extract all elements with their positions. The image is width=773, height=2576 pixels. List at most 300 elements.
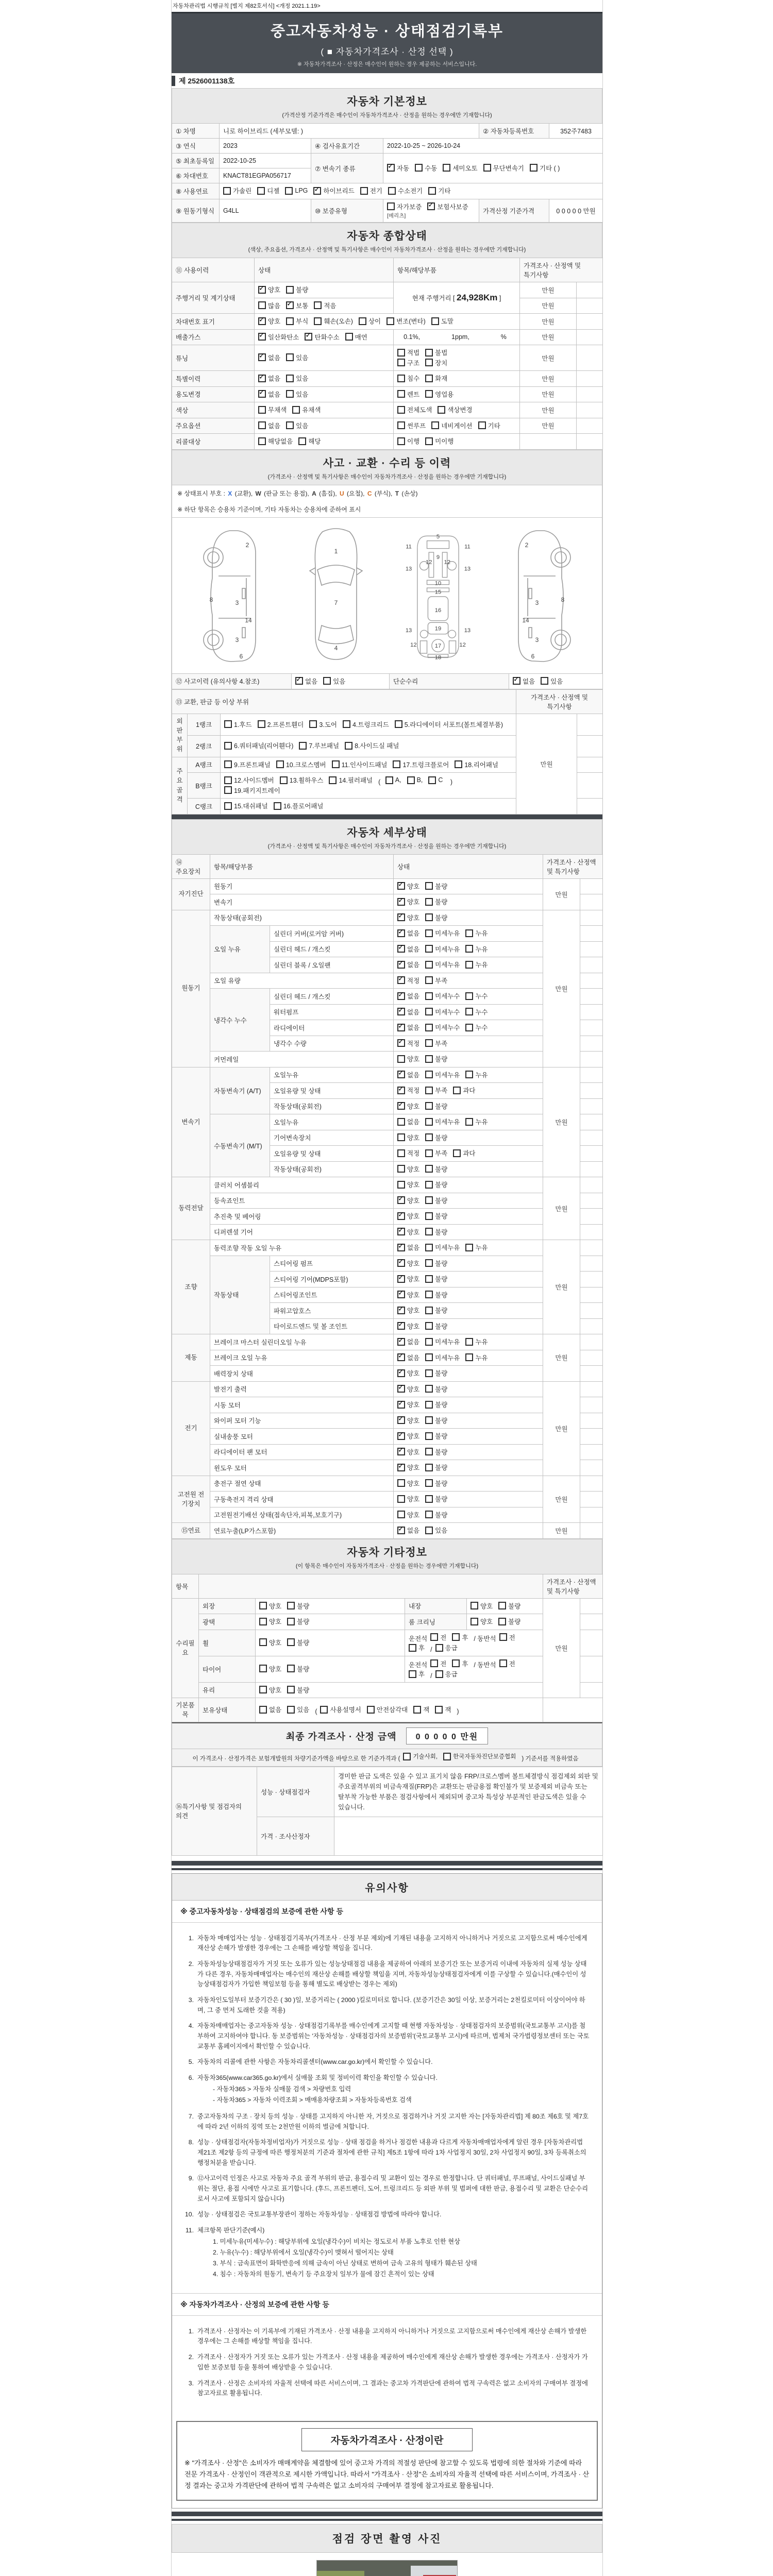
- checkbox-option[interactable]: [397, 1039, 419, 1048]
- checkbox-icon[interactable]: [425, 1055, 433, 1063]
- checkbox-option[interactable]: [397, 348, 419, 357]
- checkbox-icon[interactable]: [286, 375, 294, 382]
- checkbox-icon[interactable]: [388, 187, 396, 195]
- checkbox-icon[interactable]: [409, 1644, 416, 1652]
- checkbox-icon[interactable]: [425, 1087, 433, 1094]
- checkbox-option[interactable]: [397, 976, 419, 985]
- checkbox-option[interactable]: [425, 1337, 460, 1346]
- checkbox-icon[interactable]: [397, 1353, 405, 1361]
- checkbox-icon[interactable]: [397, 406, 405, 414]
- checkbox-icon[interactable]: [425, 437, 433, 445]
- checkbox-icon[interactable]: [425, 1102, 433, 1110]
- checkbox-option[interactable]: [407, 776, 423, 784]
- checkbox-option[interactable]: [483, 163, 524, 173]
- checkbox-option[interactable]: [397, 1274, 419, 1283]
- checkbox-option[interactable]: [257, 186, 279, 195]
- checkbox-option[interactable]: [425, 1211, 447, 1221]
- checkbox-option[interactable]: [332, 760, 388, 769]
- checkbox-icon[interactable]: [431, 421, 439, 429]
- checkbox-option[interactable]: [425, 1023, 460, 1032]
- checkbox-option[interactable]: [465, 1070, 488, 1079]
- checkbox-icon[interactable]: [257, 187, 265, 195]
- checkbox-icon[interactable]: [397, 1149, 405, 1157]
- checkbox-option[interactable]: [287, 1705, 309, 1714]
- checkbox-icon[interactable]: [407, 776, 415, 784]
- checkbox-option[interactable]: [388, 186, 423, 195]
- checkbox-option[interactable]: [224, 786, 280, 795]
- checkbox-icon[interactable]: [320, 1706, 328, 1714]
- checkbox-icon[interactable]: [367, 1706, 375, 1714]
- checkbox-option[interactable]: [258, 421, 280, 430]
- checkbox-option[interactable]: [465, 1023, 488, 1032]
- checkbox-option[interactable]: [425, 1353, 460, 1362]
- checkbox-icon[interactable]: [425, 1448, 433, 1455]
- checkbox-option[interactable]: [360, 186, 382, 195]
- checkbox-option[interactable]: [425, 1259, 447, 1268]
- checkbox-icon[interactable]: [499, 1633, 507, 1641]
- checkbox-icon[interactable]: [287, 1602, 295, 1609]
- checkbox-icon[interactable]: [483, 164, 491, 172]
- checkbox-option[interactable]: [425, 1400, 447, 1409]
- checkbox-icon[interactable]: [286, 390, 294, 398]
- checkbox-icon[interactable]: [425, 945, 433, 953]
- checkbox-icon[interactable]: [435, 1670, 443, 1678]
- checkbox-icon[interactable]: [286, 286, 294, 294]
- checkbox-icon[interactable]: [425, 1479, 433, 1487]
- checkbox-icon[interactable]: [465, 1353, 473, 1361]
- checkbox-icon[interactable]: [425, 1385, 433, 1393]
- checkbox-icon[interactable]: [258, 301, 266, 309]
- checkbox-icon[interactable]: [397, 1071, 405, 1078]
- checkbox-icon[interactable]: [259, 1706, 267, 1714]
- checkbox-option[interactable]: [286, 316, 308, 326]
- checkbox-icon[interactable]: [465, 1338, 473, 1346]
- checkbox-icon[interactable]: [313, 187, 321, 195]
- checkbox-icon[interactable]: [224, 760, 232, 768]
- checkbox-option[interactable]: [425, 1101, 447, 1111]
- checkbox-option[interactable]: [224, 801, 268, 810]
- checkbox-option[interactable]: [425, 1227, 447, 1236]
- checkbox-icon[interactable]: [259, 1686, 267, 1693]
- checkbox-option[interactable]: [320, 1705, 361, 1714]
- checkbox-option[interactable]: [286, 374, 308, 383]
- checkbox-option[interactable]: [393, 760, 449, 769]
- checkbox-option[interactable]: [258, 374, 280, 383]
- checkbox-option[interactable]: [259, 1617, 281, 1626]
- checkbox-icon[interactable]: [397, 1385, 405, 1393]
- checkbox-option[interactable]: [397, 913, 419, 922]
- checkbox-icon[interactable]: [397, 961, 405, 969]
- checkbox-option[interactable]: [435, 1643, 458, 1652]
- checkbox-option[interactable]: [345, 332, 367, 342]
- checkbox-icon[interactable]: [428, 187, 436, 195]
- checkbox-option[interactable]: [397, 1007, 419, 1016]
- checkbox-option[interactable]: [425, 1070, 460, 1079]
- checkbox-option[interactable]: [258, 316, 280, 326]
- checkbox-option[interactable]: [452, 1633, 468, 1642]
- checkbox-icon[interactable]: [397, 1228, 405, 1235]
- checkbox-option[interactable]: [386, 316, 426, 326]
- checkbox-option[interactable]: [397, 1321, 419, 1331]
- checkbox-icon[interactable]: [425, 1464, 433, 1471]
- checkbox-icon[interactable]: [530, 164, 537, 172]
- checkbox-option[interactable]: [395, 720, 503, 729]
- checkbox-option[interactable]: [287, 1601, 309, 1611]
- checkbox-option[interactable]: [425, 348, 447, 357]
- checkbox-icon[interactable]: [397, 898, 405, 906]
- checkbox-option[interactable]: [223, 186, 251, 195]
- checkbox-option[interactable]: [425, 960, 460, 969]
- checkbox-option[interactable]: [397, 1353, 419, 1362]
- checkbox-option[interactable]: [397, 1368, 419, 1378]
- checkbox-option[interactable]: [430, 1659, 446, 1668]
- checkbox-icon[interactable]: [425, 1196, 433, 1204]
- checkbox-option[interactable]: [428, 186, 450, 195]
- checkbox-option[interactable]: [313, 186, 354, 195]
- checkbox-icon[interactable]: [397, 945, 405, 953]
- checkbox-icon[interactable]: [332, 760, 340, 768]
- checkbox-option[interactable]: [258, 285, 280, 294]
- checkbox-option[interactable]: [287, 1664, 309, 1673]
- checkbox-icon[interactable]: [425, 1008, 433, 1015]
- checkbox-icon[interactable]: [397, 1039, 405, 1047]
- checkbox-icon[interactable]: [287, 1665, 295, 1672]
- checkbox-option[interactable]: [345, 741, 399, 750]
- checkbox-option[interactable]: [298, 436, 321, 446]
- checkbox-icon[interactable]: [360, 187, 368, 195]
- checkbox-icon[interactable]: [259, 1638, 267, 1646]
- checkbox-option[interactable]: [530, 163, 560, 173]
- checkbox-icon[interactable]: [287, 1638, 295, 1646]
- checkbox-icon[interactable]: [397, 1259, 405, 1267]
- checkbox-icon[interactable]: [425, 1338, 433, 1346]
- checkbox-icon[interactable]: [397, 1479, 405, 1487]
- checkbox-icon[interactable]: [286, 317, 294, 325]
- checkbox-option[interactable]: [397, 1133, 419, 1142]
- checkbox-icon[interactable]: [425, 913, 433, 921]
- checkbox-option[interactable]: [224, 720, 252, 729]
- checkbox-option[interactable]: [286, 301, 308, 310]
- checkbox-option[interactable]: [397, 1086, 419, 1095]
- checkbox-option[interactable]: [397, 1337, 419, 1346]
- checkbox-option[interactable]: [287, 1685, 309, 1694]
- checkbox-icon[interactable]: [425, 1259, 433, 1267]
- checkbox-option[interactable]: [274, 801, 324, 810]
- checkbox-option[interactable]: [397, 1101, 419, 1111]
- checkbox-option[interactable]: [453, 1148, 475, 1158]
- checkbox-icon[interactable]: [258, 406, 266, 414]
- checkbox-option[interactable]: [425, 358, 447, 367]
- checkbox-icon[interactable]: [397, 1087, 405, 1094]
- checkbox-icon[interactable]: [258, 333, 266, 341]
- checkbox-option[interactable]: [397, 436, 419, 446]
- checkbox-option[interactable]: [425, 374, 447, 383]
- checkbox-icon[interactable]: [452, 1633, 460, 1641]
- checkbox-option[interactable]: [425, 1494, 447, 1503]
- checkbox-icon[interactable]: [397, 1416, 405, 1424]
- checkbox-option[interactable]: [287, 1638, 309, 1647]
- checkbox-icon[interactable]: [435, 1644, 443, 1652]
- checkbox-icon[interactable]: [287, 1618, 295, 1625]
- checkbox-icon[interactable]: [397, 1181, 405, 1189]
- checkbox-option[interactable]: [499, 1633, 515, 1642]
- checkbox-option[interactable]: [387, 202, 422, 211]
- checkbox-option[interactable]: [499, 1659, 515, 1668]
- checkbox-option[interactable]: [397, 1431, 419, 1440]
- checkbox-option[interactable]: [413, 1705, 429, 1714]
- checkbox-icon[interactable]: [470, 1602, 478, 1609]
- checkbox-icon[interactable]: [397, 1369, 405, 1377]
- checkbox-icon[interactable]: [425, 1071, 433, 1078]
- checkbox-option[interactable]: [397, 1117, 419, 1126]
- checkbox-option[interactable]: [415, 163, 437, 173]
- checkbox-option[interactable]: [286, 285, 308, 294]
- checkbox-icon[interactable]: [397, 359, 405, 366]
- checkbox-option[interactable]: [425, 1086, 447, 1095]
- checkbox-option[interactable]: [259, 1664, 281, 1673]
- checkbox-option[interactable]: [425, 1039, 447, 1048]
- checkbox-icon[interactable]: [309, 720, 317, 728]
- checkbox-icon[interactable]: [403, 1753, 411, 1760]
- checkbox-icon[interactable]: [286, 353, 294, 361]
- checkbox-icon[interactable]: [425, 898, 433, 906]
- checkbox-option[interactable]: [425, 944, 460, 954]
- checkbox-option[interactable]: [465, 1243, 488, 1252]
- checkbox-option[interactable]: [258, 436, 293, 446]
- checkbox-option[interactable]: [541, 676, 563, 686]
- checkbox-option[interactable]: [224, 741, 293, 750]
- checkbox-option[interactable]: [397, 1148, 419, 1158]
- checkbox-option[interactable]: [409, 1669, 425, 1679]
- checkbox-option[interactable]: [455, 760, 498, 769]
- checkbox-option[interactable]: [387, 163, 409, 173]
- checkbox-icon[interactable]: [425, 1212, 433, 1220]
- checkbox-icon[interactable]: [397, 1212, 405, 1220]
- checkbox-option[interactable]: [465, 928, 488, 938]
- checkbox-icon[interactable]: [397, 1338, 405, 1346]
- checkbox-option[interactable]: [397, 1070, 419, 1079]
- checkbox-icon[interactable]: [425, 976, 433, 984]
- checkbox-option[interactable]: [431, 421, 472, 430]
- checkbox-icon[interactable]: [397, 1495, 405, 1503]
- checkbox-icon[interactable]: [258, 353, 266, 361]
- checkbox-option[interactable]: [425, 1447, 447, 1456]
- checkbox-icon[interactable]: [425, 992, 433, 1000]
- checkbox-icon[interactable]: [425, 1024, 433, 1031]
- checkbox-icon[interactable]: [285, 187, 293, 195]
- checkbox-option[interactable]: [397, 1447, 419, 1456]
- checkbox-icon[interactable]: [453, 1149, 461, 1157]
- checkbox-option[interactable]: [513, 676, 535, 686]
- checkbox-icon[interactable]: [425, 375, 433, 382]
- checkbox-option[interactable]: [465, 991, 488, 1001]
- checkbox-icon[interactable]: [498, 1602, 506, 1609]
- checkbox-option[interactable]: [425, 1164, 447, 1174]
- checkbox-option[interactable]: [397, 374, 419, 383]
- checkbox-icon[interactable]: [397, 1291, 405, 1298]
- checkbox-icon[interactable]: [425, 1181, 433, 1189]
- checkbox-option[interactable]: [397, 1526, 419, 1535]
- checkbox-icon[interactable]: [224, 776, 232, 784]
- checkbox-icon[interactable]: [397, 375, 405, 382]
- checkbox-option[interactable]: [478, 421, 500, 430]
- checkbox-icon[interactable]: [397, 929, 405, 937]
- checkbox-icon[interactable]: [425, 1369, 433, 1377]
- checkbox-icon[interactable]: [258, 421, 266, 429]
- checkbox-option[interactable]: [397, 421, 426, 430]
- checkbox-icon[interactable]: [343, 720, 350, 728]
- checkbox-option[interactable]: [425, 1479, 447, 1488]
- checkbox-option[interactable]: [425, 1054, 447, 1063]
- checkbox-option[interactable]: [359, 316, 381, 326]
- checkbox-option[interactable]: [443, 163, 477, 173]
- checkbox-icon[interactable]: [323, 677, 331, 685]
- checkbox-option[interactable]: [397, 1400, 419, 1409]
- checkbox-option[interactable]: [428, 776, 443, 784]
- checkbox-option[interactable]: [425, 1133, 447, 1142]
- checkbox-option[interactable]: [258, 332, 299, 342]
- checkbox-icon[interactable]: [314, 301, 322, 309]
- checkbox-icon[interactable]: [397, 882, 405, 890]
- checkbox-icon[interactable]: [425, 1495, 433, 1503]
- checkbox-icon[interactable]: [286, 421, 294, 429]
- checkbox-option[interactable]: [498, 1617, 520, 1626]
- checkbox-icon[interactable]: [425, 1527, 433, 1534]
- checkbox-option[interactable]: [425, 882, 447, 891]
- checkbox-icon[interactable]: [397, 1008, 405, 1015]
- checkbox-option[interactable]: [397, 1164, 419, 1174]
- checkbox-icon[interactable]: [258, 390, 266, 398]
- checkbox-option[interactable]: [465, 1007, 488, 1016]
- checkbox-icon[interactable]: [397, 1464, 405, 1471]
- checkbox-option[interactable]: [397, 1227, 419, 1236]
- checkbox-option[interactable]: [285, 187, 308, 195]
- checkbox-option[interactable]: [309, 720, 337, 729]
- checkbox-option[interactable]: [425, 976, 447, 985]
- checkbox-option[interactable]: [397, 1259, 419, 1268]
- checkbox-icon[interactable]: [425, 882, 433, 890]
- checkbox-icon[interactable]: [397, 976, 405, 984]
- checkbox-option[interactable]: [397, 358, 419, 367]
- checkbox-option[interactable]: [305, 332, 339, 342]
- checkbox-icon[interactable]: [397, 1055, 405, 1063]
- checkbox-icon[interactable]: [465, 1071, 473, 1078]
- checkbox-option[interactable]: [430, 1633, 446, 1642]
- checkbox-icon[interactable]: [393, 760, 400, 768]
- checkbox-icon[interactable]: [431, 317, 439, 325]
- checkbox-option[interactable]: [397, 897, 419, 906]
- checkbox-icon[interactable]: [443, 164, 450, 172]
- checkbox-icon[interactable]: [224, 742, 232, 750]
- checkbox-option[interactable]: [425, 897, 447, 906]
- checkbox-icon[interactable]: [292, 406, 300, 414]
- checkbox-icon[interactable]: [258, 317, 266, 325]
- checkbox-icon[interactable]: [427, 202, 435, 210]
- checkbox-option[interactable]: [397, 928, 419, 938]
- checkbox-option[interactable]: [259, 1705, 281, 1714]
- checkbox-option[interactable]: [299, 741, 339, 750]
- checkbox-icon[interactable]: [465, 1118, 473, 1126]
- checkbox-icon[interactable]: [397, 992, 405, 1000]
- checkbox-icon[interactable]: [425, 1353, 433, 1361]
- checkbox-icon[interactable]: [465, 1024, 473, 1031]
- checkbox-icon[interactable]: [425, 961, 433, 969]
- checkbox-icon[interactable]: [287, 1706, 295, 1714]
- checkbox-icon[interactable]: [397, 1244, 405, 1251]
- checkbox-icon[interactable]: [397, 1102, 405, 1110]
- checkbox-option[interactable]: [323, 676, 345, 686]
- checkbox-option[interactable]: [465, 1337, 488, 1346]
- checkbox-icon[interactable]: [314, 317, 322, 325]
- checkbox-icon[interactable]: [425, 1322, 433, 1330]
- checkbox-option[interactable]: [425, 1463, 447, 1472]
- checkbox-option[interactable]: [367, 1705, 408, 1714]
- checkbox-icon[interactable]: [425, 1149, 433, 1157]
- checkbox-icon[interactable]: [425, 1133, 433, 1141]
- checkbox-icon[interactable]: [541, 677, 548, 685]
- checkbox-icon[interactable]: [455, 760, 462, 768]
- checkbox-icon[interactable]: [430, 1633, 438, 1641]
- checkbox-option[interactable]: [286, 389, 308, 399]
- checkbox-option[interactable]: [425, 1243, 460, 1252]
- checkbox-icon[interactable]: [258, 286, 266, 294]
- checkbox-option[interactable]: [287, 1617, 309, 1626]
- checkbox-option[interactable]: [259, 1685, 281, 1694]
- checkbox-option[interactable]: [465, 1353, 488, 1362]
- checkbox-option[interactable]: [224, 760, 271, 769]
- checkbox-option[interactable]: [425, 1431, 447, 1440]
- checkbox-option[interactable]: [224, 775, 274, 785]
- checkbox-option[interactable]: [259, 1638, 281, 1647]
- checkbox-icon[interactable]: [397, 390, 405, 398]
- checkbox-icon[interactable]: [425, 349, 433, 357]
- checkbox-option[interactable]: [425, 1321, 447, 1331]
- checkbox-icon[interactable]: [223, 187, 231, 195]
- checkbox-option[interactable]: [425, 1526, 447, 1535]
- checkbox-option[interactable]: [397, 1243, 419, 1252]
- checkbox-option[interactable]: [435, 1669, 458, 1679]
- checkbox-option[interactable]: [425, 1180, 447, 1189]
- checkbox-option[interactable]: [470, 1617, 493, 1626]
- checkbox-icon[interactable]: [425, 1244, 433, 1251]
- checkbox-icon[interactable]: [386, 317, 394, 325]
- checkbox-option[interactable]: [343, 720, 389, 729]
- checkbox-icon[interactable]: [259, 1665, 267, 1672]
- checkbox-option[interactable]: [259, 1601, 281, 1611]
- checkbox-icon[interactable]: [465, 1008, 473, 1015]
- checkbox-icon[interactable]: [397, 1275, 405, 1283]
- checkbox-option[interactable]: [258, 353, 280, 362]
- checkbox-icon[interactable]: [397, 1118, 405, 1126]
- checkbox-option[interactable]: [431, 316, 453, 326]
- checkbox-option[interactable]: [397, 1384, 419, 1394]
- checkbox-option[interactable]: [465, 960, 488, 969]
- checkbox-icon[interactable]: [224, 802, 232, 810]
- checkbox-option[interactable]: [425, 1416, 447, 1425]
- checkbox-icon[interactable]: [329, 776, 337, 784]
- checkbox-icon[interactable]: [397, 1322, 405, 1330]
- checkbox-option[interactable]: [397, 1054, 419, 1063]
- checkbox-option[interactable]: [397, 991, 419, 1001]
- checkbox-icon[interactable]: [425, 390, 433, 398]
- checkbox-icon[interactable]: [397, 1432, 405, 1440]
- checkbox-option[interactable]: [425, 1510, 447, 1519]
- checkbox-option[interactable]: [397, 1494, 419, 1503]
- checkbox-option[interactable]: [435, 1705, 451, 1714]
- checkbox-option[interactable]: [397, 389, 419, 399]
- checkbox-option[interactable]: [397, 1290, 419, 1299]
- checkbox-icon[interactable]: [397, 1401, 405, 1409]
